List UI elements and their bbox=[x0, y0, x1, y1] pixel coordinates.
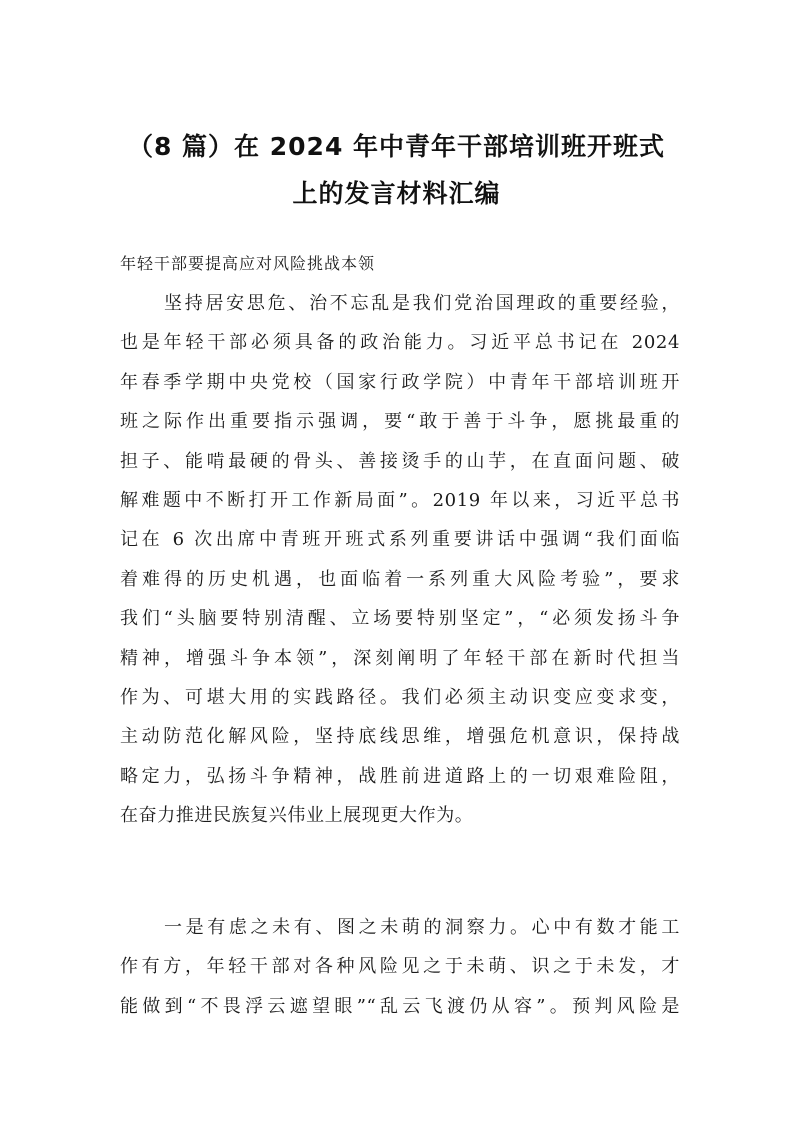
paragraph-1 bbox=[120, 284, 680, 835]
document-title-line-1: （8 篇）在 2024 年中青年干部培训班开班式 bbox=[127, 132, 666, 161]
paragraph-line: 坚持居安思危、治不忘乱是我们党治国理政的重要经验， bbox=[164, 293, 680, 314]
paragraph-line: 担子、能啃最硬的骨头、善接烫手的山芋，在直面问题、破 bbox=[120, 450, 680, 472]
paragraph-line: 也是年轻干部必须具备的政治能力。习近平总书记在 2024 bbox=[120, 332, 680, 354]
paragraph-line: 年春季学期中央党校（国家行政学院）中青年干部培训班开 bbox=[120, 371, 680, 393]
paragraph-2 bbox=[120, 908, 680, 1026]
paragraph-line: 记在 6 次出席中青班开班式系列重要讲话中强调“我们面临 bbox=[120, 529, 680, 551]
paragraph-line: 在奋力推进民族复兴伟业上展现更大作为。 bbox=[120, 805, 474, 827]
paragraph-line: 能做到“不畏浮云遮望眼”“乱云飞渡仍从容”。预判风险是 bbox=[120, 995, 680, 1017]
paragraph-line: 作为、可堪大用的实践路径。我们必须主动识变应变求变， bbox=[120, 686, 680, 708]
paragraph-line: 着难得的历史机遇，也面临着一系列重大风险考验”，要求 bbox=[120, 568, 680, 590]
paragraph-line: 精神，增强斗争本领”，深刻阐明了年轻干部在新时代担当 bbox=[120, 647, 680, 669]
paragraph-line: 一是有虑之未有、图之未萌的洞察力。心中有数才能工 bbox=[164, 917, 680, 938]
paragraph-line: 我们“头脑要特别清醒、立场要特别坚定”，“必须发扬斗争 bbox=[120, 608, 680, 630]
section-heading: 年轻干部要提高应对风险挑战本领 bbox=[120, 254, 376, 273]
paragraph-line: 班之际作出重要指示强调，要“敢于善于斗争，愿挑最重的 bbox=[120, 411, 680, 433]
paragraph-line: 作有方，年轻干部对各种风险见之于未萌、识之于未发，才 bbox=[120, 956, 680, 978]
paragraph-line: 主动防范化解风险，坚持底线思维，增强危机意识，保持战 bbox=[120, 726, 680, 748]
paragraph-line: 略定力，弘扬斗争精神，战胜前进道路上的一切艰难险阻， bbox=[120, 765, 680, 787]
document-title-line-2: 上的发言材料汇编 bbox=[292, 179, 501, 208]
paragraph-line: 解难题中不断打开工作新局面”。2019 年以来，习近平总书 bbox=[120, 489, 680, 511]
